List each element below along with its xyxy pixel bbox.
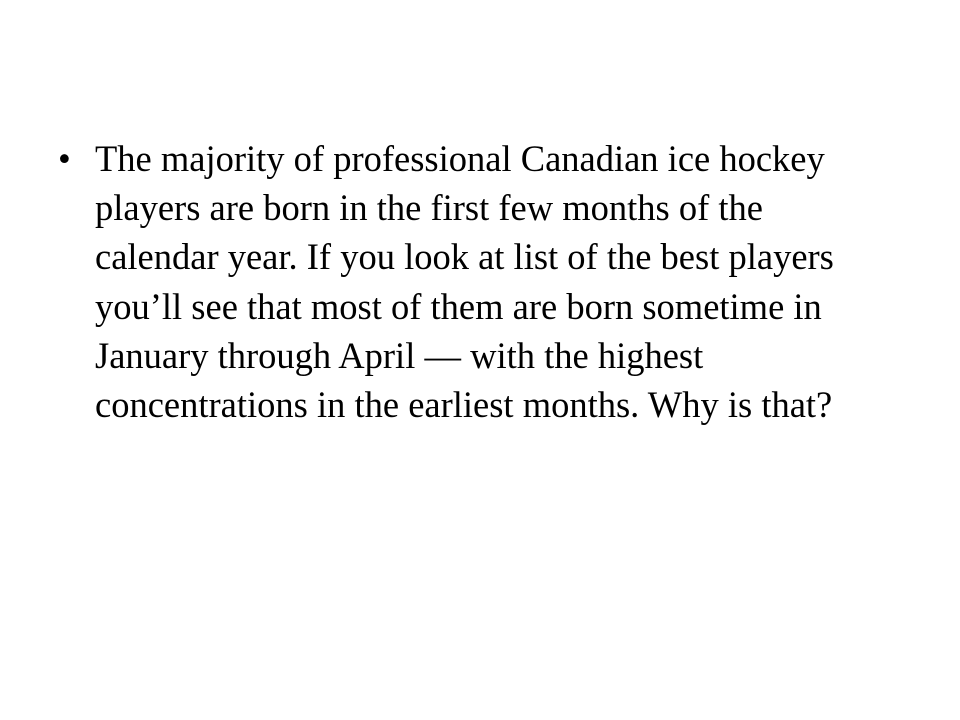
- bullet-marker: •: [58, 138, 71, 179]
- bullet-text: The majority of professional Canadian ice hockey players are born in the first few months of the calendar year. If you look at list of the best players you’ll see that most of them are born sometime in January through April — with the highest concentrations in the earliest months. Why is that?: [95, 138, 834, 426]
- bullet-list: [58, 134, 878, 429]
- bullet-item: [58, 134, 878, 429]
